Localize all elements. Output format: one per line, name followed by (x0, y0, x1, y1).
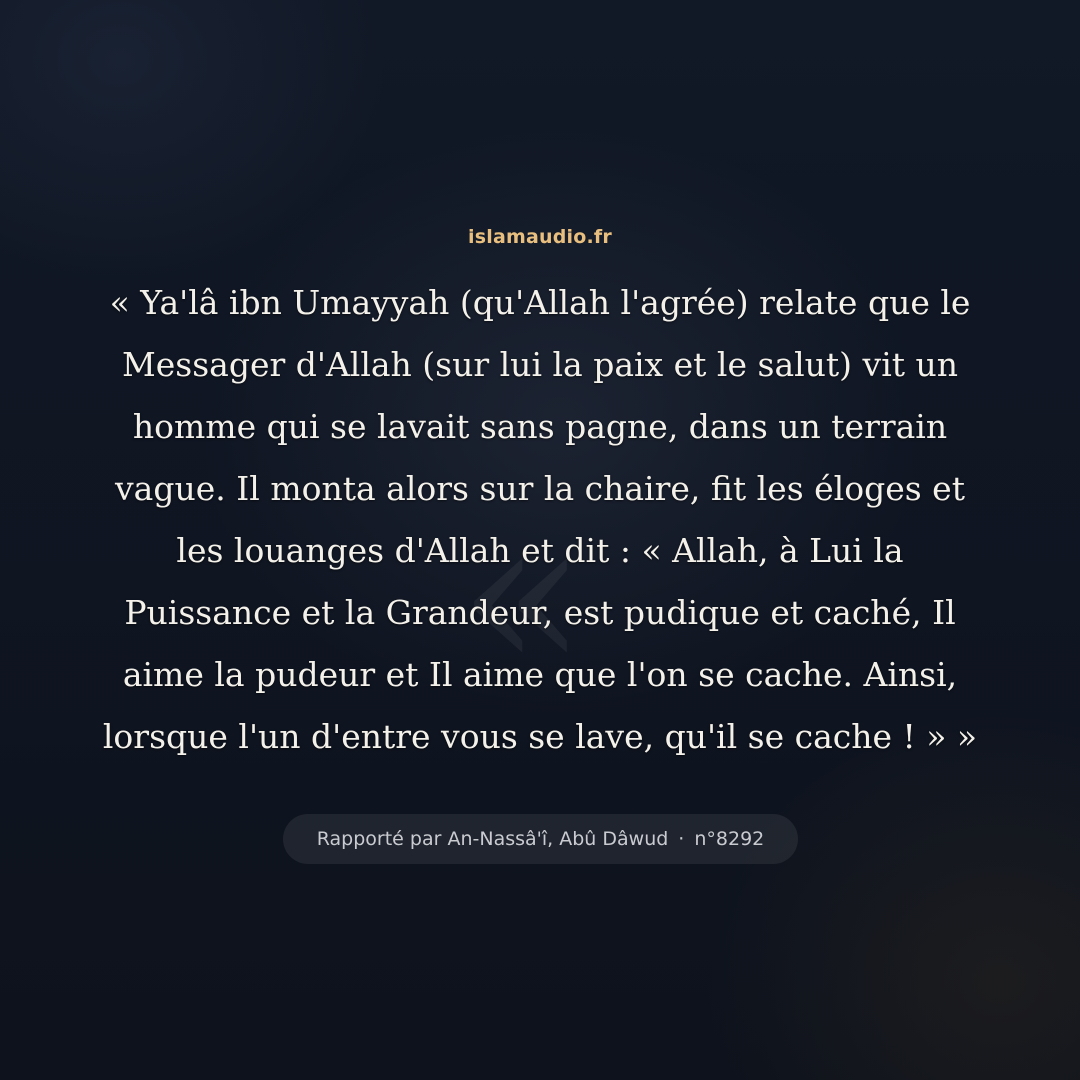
site-name: islamaudio.fr (468, 226, 612, 248)
hadith-number: n°8292 (694, 828, 765, 850)
source-reporters: Rapporté par An-Nassâ'î, Abû Dâwud (316, 828, 669, 850)
quote-mark-icon: « (458, 472, 587, 717)
hadith-text: « Ya'lâ ibn Umayyah (qu'Allah l'agrée) relate que le Messager d'Allah (sur lui la paix et le salut) vit un homme qui se lavait sans pagne, dans un terrain vague. Il monta alors sur la chaire, fit les éloges et les louanges d'Allah et dit : « Allah, à Lui la Puissance et la Grandeur, est pudique et caché, Il aime la pudeur et Il aime que l'on se cache. Ainsi, lorsque l'un d'entre vous se lave, qu'il se cache ! » » (102, 283, 978, 756)
source-badge (283, 814, 798, 864)
source-separator: · (678, 828, 685, 850)
